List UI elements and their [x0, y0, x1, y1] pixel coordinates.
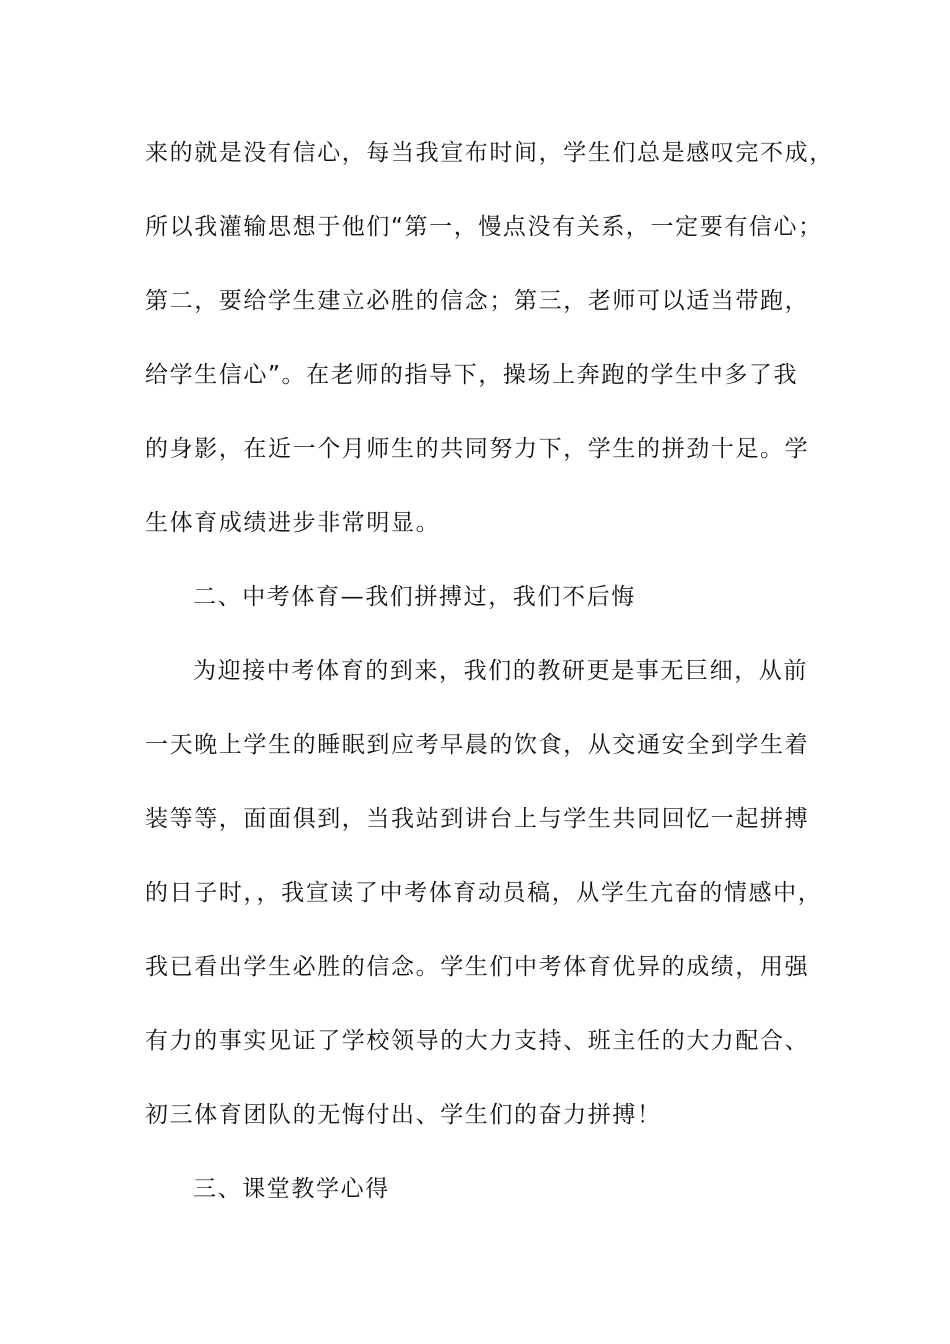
paragraph-line: 生体育成绩进步非常明显。 — [145, 510, 441, 536]
paragraph-line: 我已看出学生必胜的信念。学生们中考体育优异的成绩，用强 — [145, 954, 810, 980]
paragraph-line: 有力的事实见证了学校领导的大力支持、班主任的大力配合、 — [145, 1028, 810, 1054]
paragraph-line: 第二，要给学生建立必胜的信念；第三，老师可以适当带跑， — [145, 288, 810, 314]
paragraph-line: 所以我灌输思想于他们“第一，慢点没有关系，一定要有信心； — [145, 214, 823, 240]
paragraph-line: 的日子时，，我宣读了中考体育动员稿，从学生亢奋的情感中， — [145, 880, 823, 906]
section-heading: 三、课堂教学心得 — [193, 1176, 390, 1202]
paragraph-line: 的身影，在近一个月师生的共同努力下，学生的拼劲十足。学 — [145, 436, 810, 462]
section-heading: 二、中考体育—我们拼搏过，我们不后悔 — [193, 584, 636, 610]
paragraph-line: 为迎接中考体育的到来，我们的教研更是事无巨细，从前 — [193, 658, 808, 684]
paragraph-line: 来的就是没有信心，每当我宣布时间，学生们总是感叹完不成， — [145, 140, 834, 166]
paragraph-line: 一天晚上学生的睡眠到应考早晨的饮食，从交通安全到学生着 — [145, 732, 810, 758]
paragraph-line: 给学生信心”。在老师的指导下，操场上奔跑的学生中多了我 — [145, 362, 799, 388]
paragraph-line: 装等等，面面俱到，当我站到讲台上与学生共同回忆一起拼搏 — [145, 806, 810, 832]
paragraph-line: 初三体育团队的无悔付出、学生们的奋力拼搏！ — [145, 1102, 662, 1128]
